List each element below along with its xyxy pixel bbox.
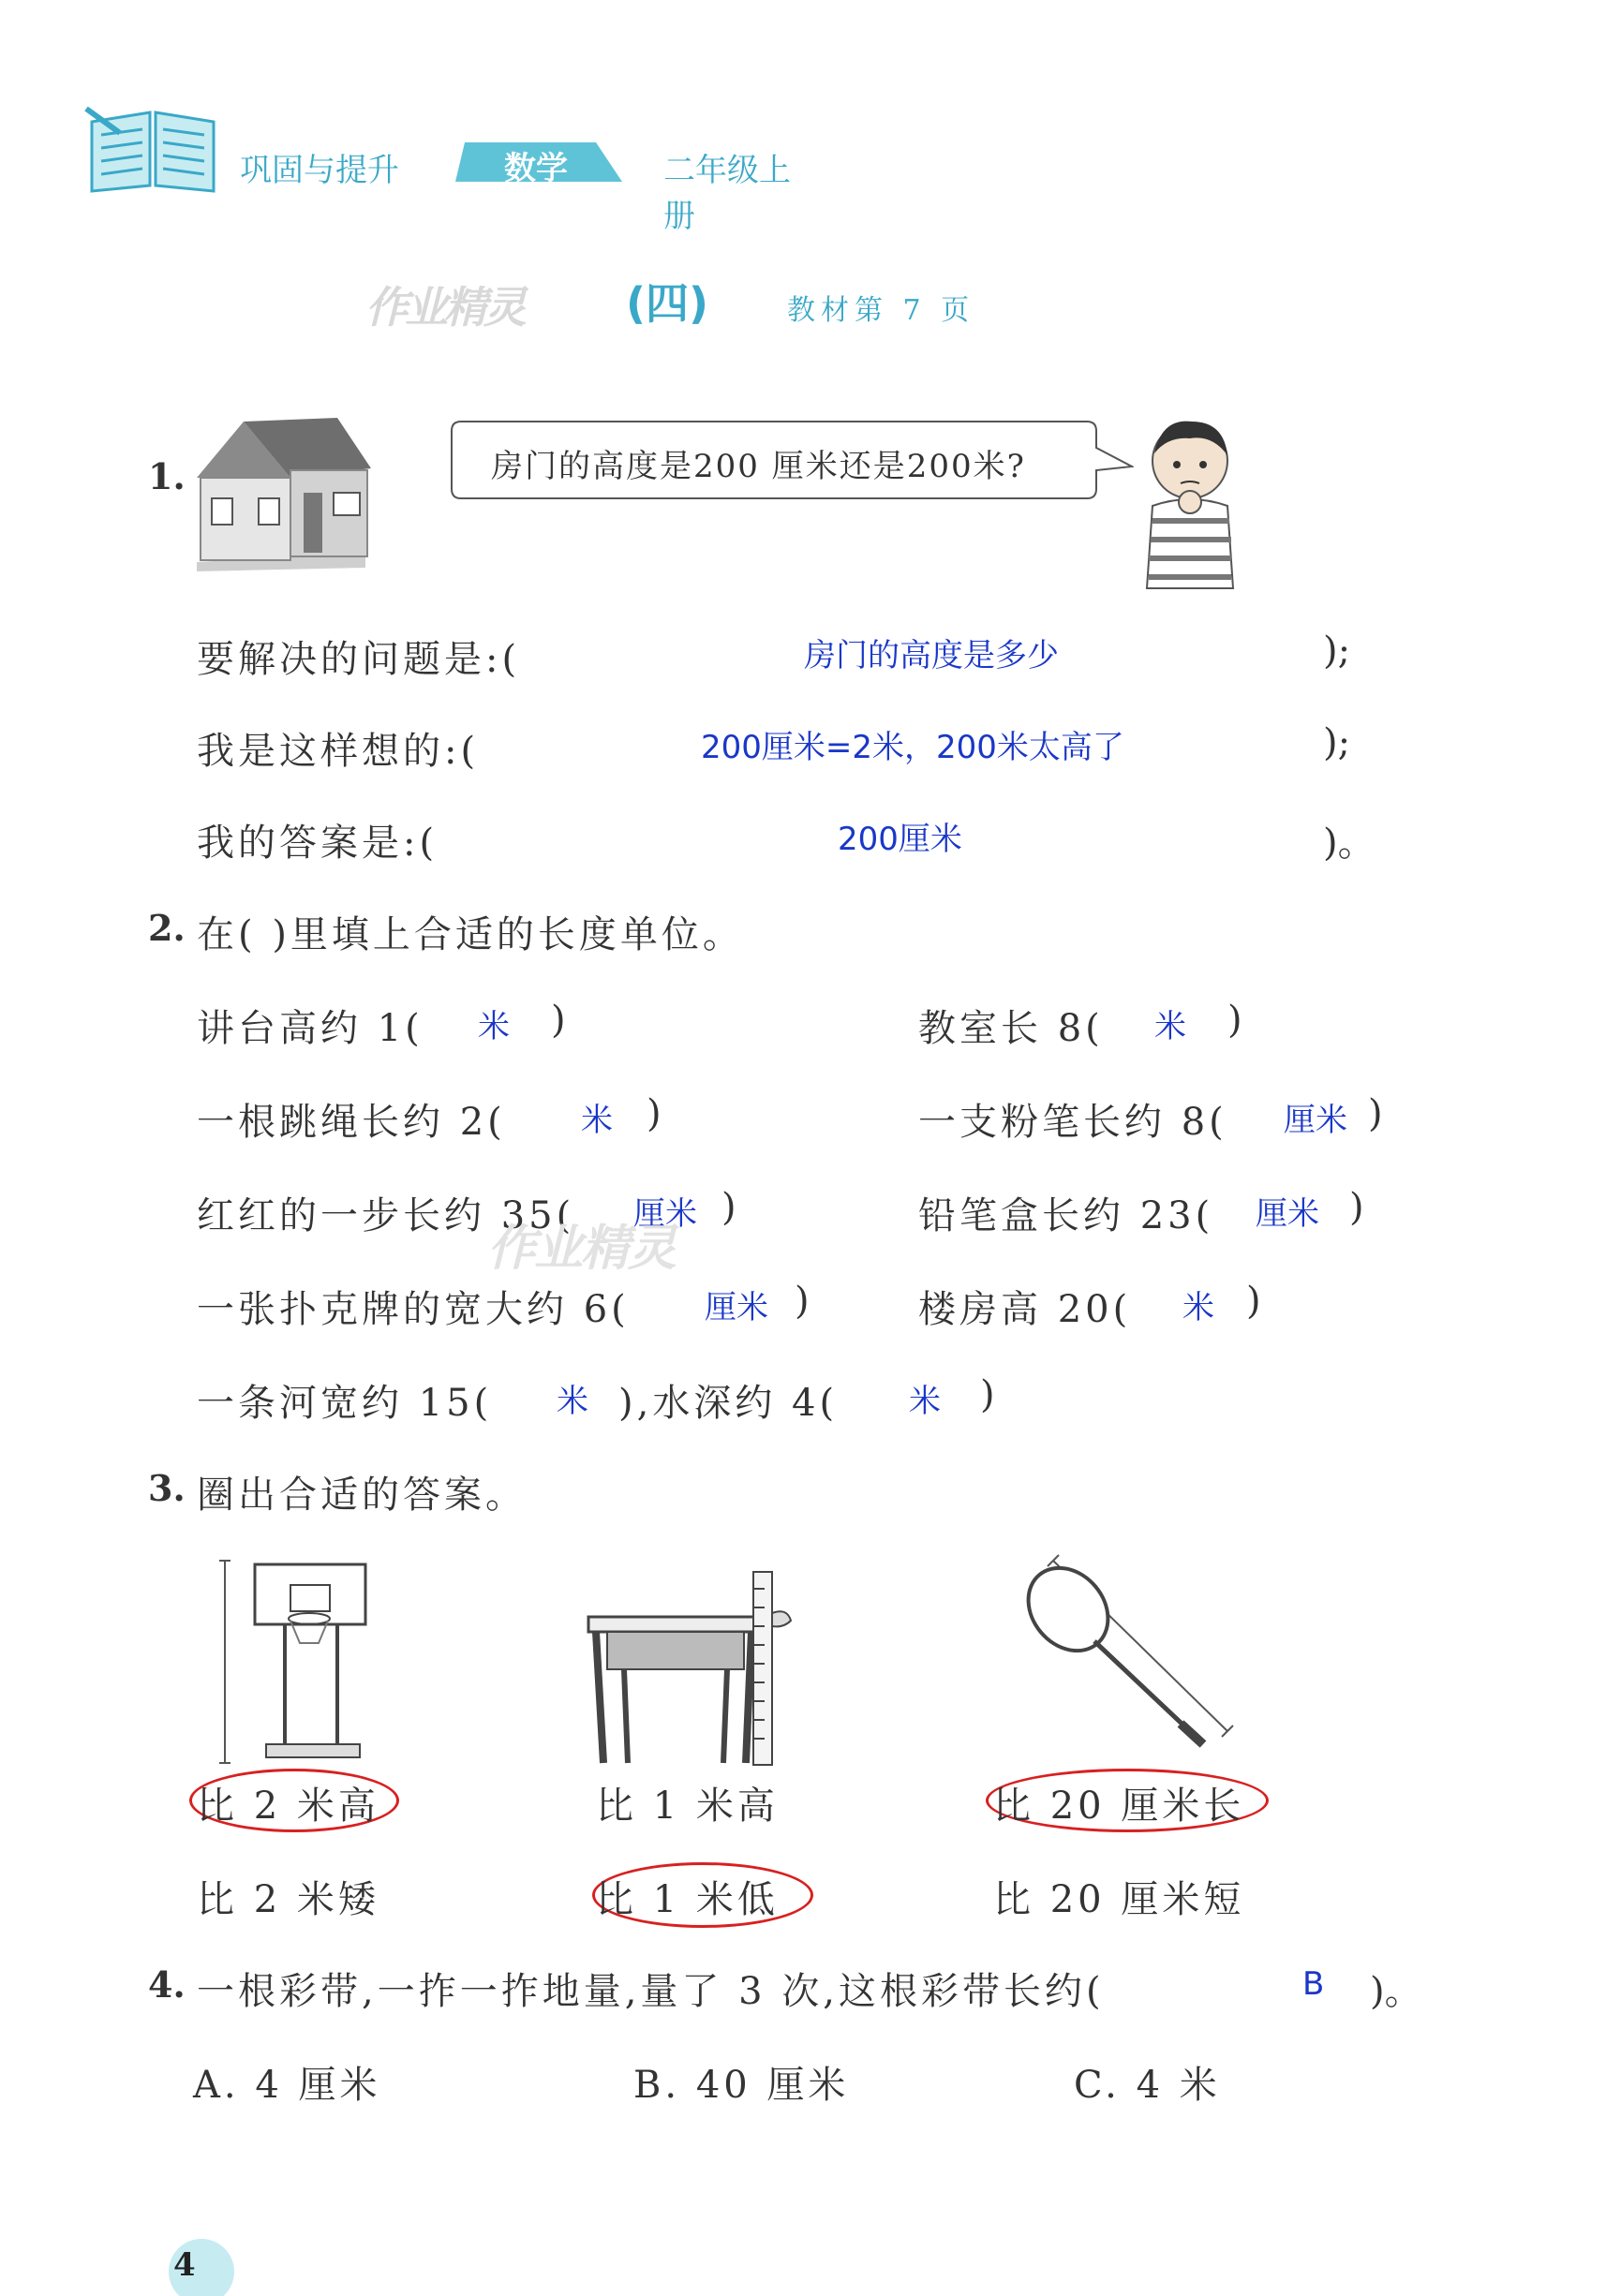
subject-tag [455, 139, 624, 185]
section-title [365, 264, 1096, 339]
q2-item-4-answer[interactable]: 厘米 [1284, 1102, 1347, 1139]
q2-item-2-end: ) [1227, 999, 1242, 1042]
textbook-reference: 教材第 7 页 [787, 294, 975, 327]
page-number: 4 [173, 2246, 196, 2284]
q2-item-3-text: 一根跳绳长约 2( [197, 1101, 506, 1144]
q2-item-5-text: 红红的一步长约 35( [197, 1194, 575, 1237]
q2-item-3-end: ) [647, 1092, 662, 1135]
q3-prompt: 圈出合适的答案。 [197, 1474, 527, 1517]
q2-item-6-text: 铅笔盒长约 23( [918, 1194, 1214, 1237]
q2-item-3-answer[interactable]: 米 [581, 1102, 613, 1139]
q2-item-9-end: ) [980, 1373, 995, 1416]
q2-number: 2. [148, 907, 186, 949]
q2-item-1-text: 讲台高约 1( [197, 1007, 424, 1050]
q2-item-1-end: ) [551, 999, 566, 1042]
desk-icon [587, 1570, 793, 1767]
q2-item-7-answer[interactable]: 厘米 [705, 1289, 768, 1326]
q3-option-1b[interactable]: 比 2 米矮 [197, 1878, 379, 1921]
q2-item-8-answer[interactable]: 米 [1182, 1289, 1214, 1326]
house-icon [187, 412, 375, 571]
q2-item-4-text: 一支粉笔长约 8( [918, 1101, 1227, 1144]
q1-row-answer-end: )。 [1323, 822, 1376, 865]
q2-item-7-text: 一张扑克牌的宽大约 6( [197, 1288, 630, 1331]
q2-item-1-answer[interactable]: 米 [478, 1008, 510, 1045]
q3-option-2a[interactable]: 比 1 米高 [596, 1785, 779, 1828]
q3-option-1a[interactable]: 比 2 米高 [197, 1785, 379, 1828]
q4-answer[interactable]: B [1302, 1965, 1325, 2003]
q1-row-problem-label: 要解决的问题是:( [197, 638, 521, 681]
badminton-racket-icon [1010, 1551, 1235, 1754]
q2-item-8-end: ) [1246, 1280, 1261, 1323]
q4-choice-b[interactable]: B. 40 厘米 [633, 2064, 850, 2107]
q3-option-3b[interactable]: 比 20 厘米短 [993, 1878, 1245, 1921]
q3-number: 3. [148, 1467, 186, 1509]
basketball-hoop-icon [217, 1557, 377, 1767]
q2-item-5-end: ) [721, 1186, 736, 1229]
q2-item-8-text: 楼房高 20( [918, 1288, 1132, 1331]
q4-choice-a[interactable]: A. 4 厘米 [193, 2064, 381, 2107]
page-watermark: 作业精灵 [487, 1221, 676, 1277]
q2-item-2-answer[interactable]: 米 [1154, 1008, 1186, 1045]
q2-item-6-answer[interactable]: 厘米 [1256, 1195, 1319, 1233]
q3-option-3a[interactable]: 比 20 厘米长 [993, 1785, 1245, 1828]
subject-label: 数学 [504, 150, 568, 187]
boy-icon [1134, 412, 1246, 590]
q1-row-answer-answer[interactable]: 200厘米 [838, 821, 962, 858]
q2-item-6-end: ) [1349, 1186, 1364, 1229]
section-number: (四) [626, 278, 709, 329]
q4-end: )。 [1370, 1970, 1422, 2013]
speech-text: 房门的高度是200 厘米还是200米? [491, 448, 1026, 485]
q2-item-9-text-2: ),水深约 4( [618, 1382, 839, 1425]
q2-item-9-answer-1[interactable]: 米 [557, 1383, 588, 1420]
grade-label: 二年级上册 [663, 152, 791, 235]
q4-prompt: 一根彩带,一拃一拃地量,量了 3 次,这根彩带长约( [197, 1970, 1105, 2013]
q2-item-7-end: ) [795, 1280, 810, 1323]
q1-row-problem-end: ); [1323, 630, 1351, 673]
q1-row-thinking-label: 我是这样想的:( [197, 730, 480, 773]
q2-item-9-text-1: 一条河宽约 15( [197, 1382, 493, 1425]
book-icon [82, 105, 223, 195]
q1-row-answer-label: 我的答案是:( [197, 822, 439, 865]
page-header [82, 101, 795, 235]
q3-option-2b[interactable]: 比 1 米低 [596, 1878, 779, 1921]
q4-choice-c[interactable]: C. 4 米 [1074, 2064, 1221, 2107]
series-title: 巩固与提升 [240, 152, 399, 189]
q2-item-5-answer[interactable]: 厘米 [633, 1195, 697, 1233]
section-watermark: 作业精灵 [365, 282, 523, 333]
q1-number: 1. [148, 455, 186, 497]
q2-item-4-end: ) [1368, 1092, 1383, 1135]
q2-prompt: 在( )里填上合适的长度单位。 [197, 913, 744, 956]
q1-row-problem-answer[interactable]: 房门的高度是多少 [804, 637, 1059, 674]
q2-item-2-text: 教室长 8( [918, 1007, 1104, 1050]
q1-row-thinking-answer[interactable]: 200厘米=2米，200米太高了 [701, 729, 1124, 766]
q4-number: 4. [148, 1963, 186, 2006]
q1-row-thinking-end: ); [1323, 721, 1351, 764]
q2-item-9-answer-2[interactable]: 米 [909, 1383, 941, 1420]
